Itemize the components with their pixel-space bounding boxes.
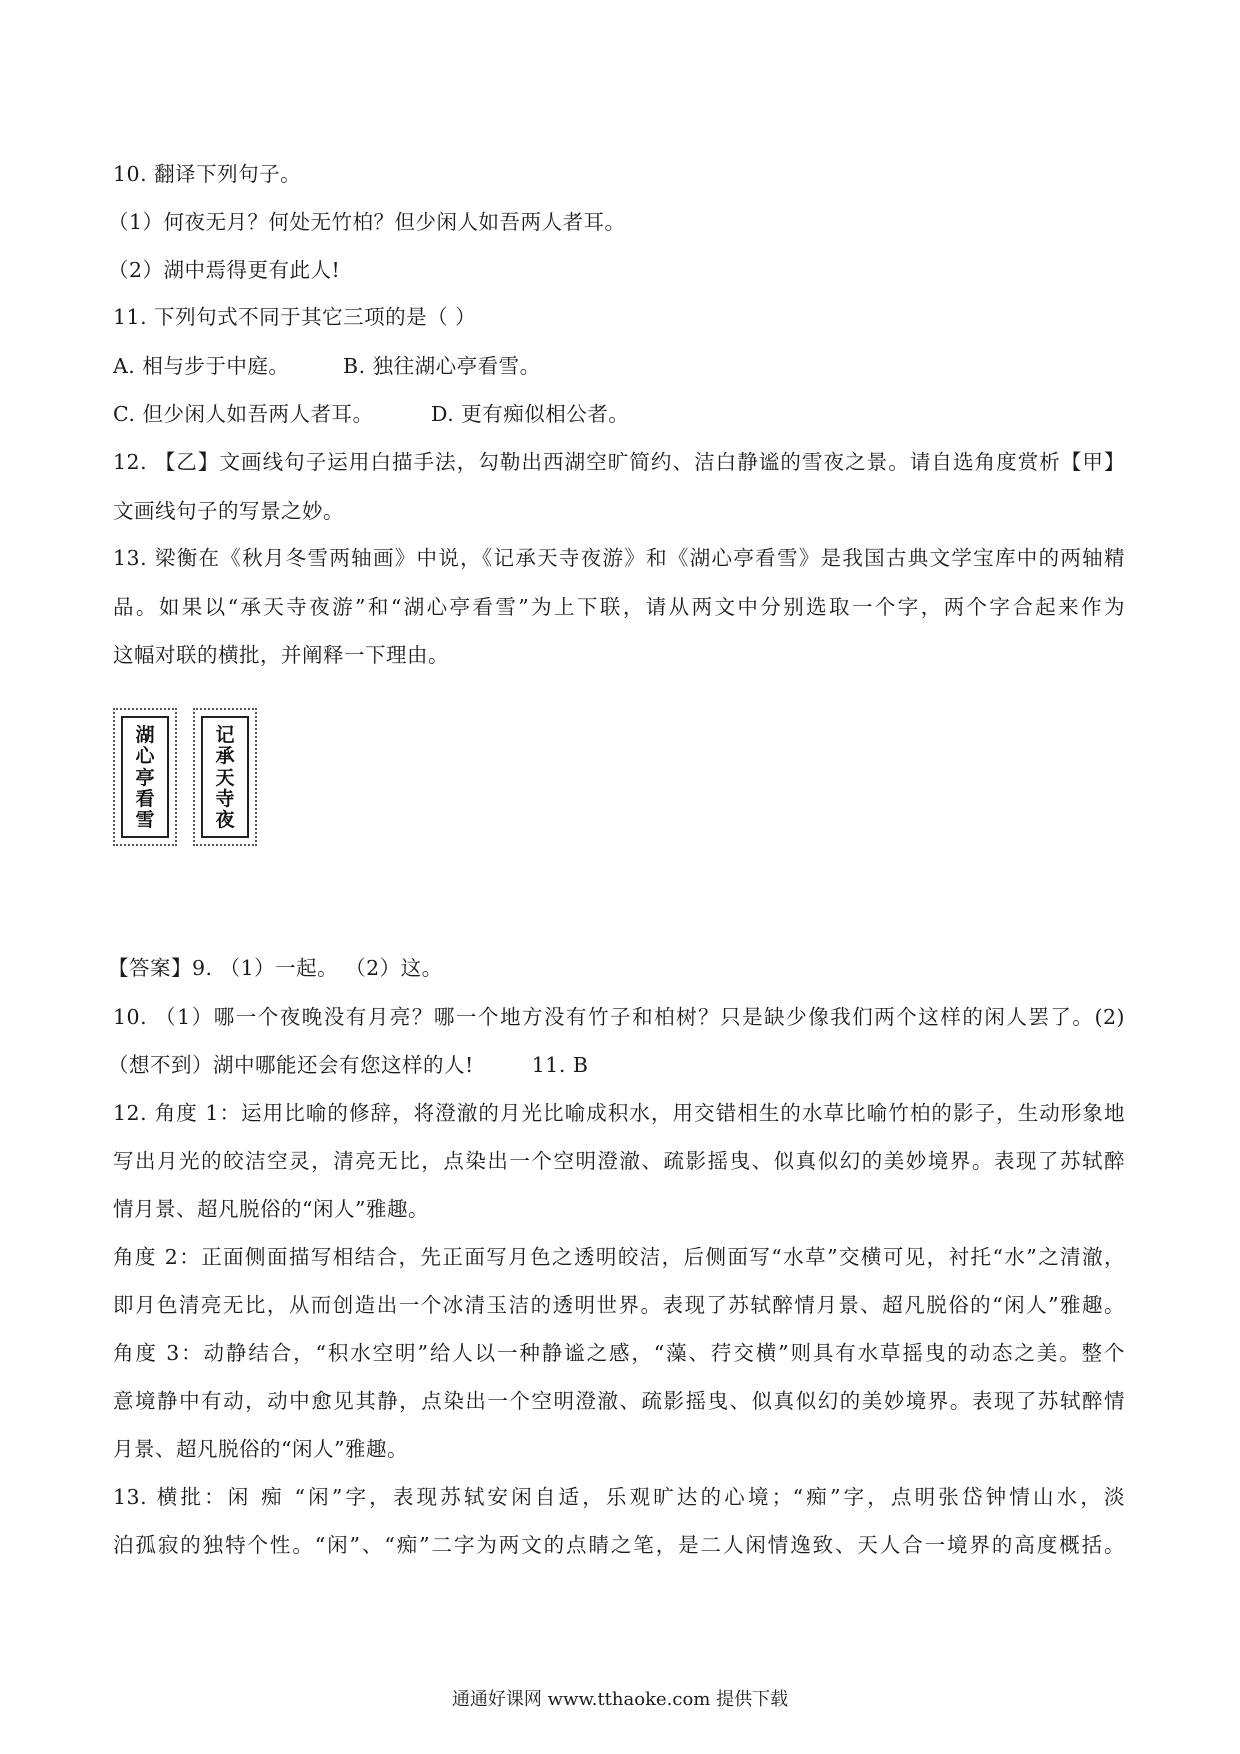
scroll-char: 寺 [215,787,235,810]
answer-12-angle-3-line-2: 意境静中有动，动中愈见其静，点染出一个空明澄澈、疏影摇曳、似真似幻的美妙境界。表现了苏轼醉情 [113,1389,1125,1413]
q11-options-row-2 [113,404,629,425]
scroll-char: 心 [135,745,155,768]
answer-12-angle-2-line-1: 角度 2：正面侧面描写相结合，先正面写月色之透明皎洁，后侧面写“水草”交横可见，衬托“水”之清澈， [113,1245,1125,1269]
scroll-inner-border [121,716,169,838]
q11-option-a: A. 相与步于中庭。 [113,354,290,378]
scroll-image-cheng-tian-si [193,708,257,846]
q12-line-2: 文画线句子的写景之妙。 [113,499,344,523]
scroll-char: 承 [215,745,235,768]
answer-10-line-1: 10. （1）哪一个夜晚没有月亮？哪一个地方没有竹子和柏树？只是缺少像我们两个这样的闲人罢了。(2) [113,1005,1125,1029]
scroll-char: 看 [135,787,155,810]
q10-sentence-1: （1）何夜无月？何处无竹柏？但少闲人如吾两人者耳。 [108,210,626,234]
page-footer: 通通好课网 www.tthaoke.com 提供下载 [451,1689,789,1710]
scroll-char: 湖 [135,724,155,746]
scroll-image-hu-xin-ting [113,708,177,846]
answer-10-line-2 [108,1055,588,1076]
q13-line-2: 品。如果以“承天寺夜游”和“湖心亭看雪”为上下联，请从两文中分别选取一个字，两个字合起来作为 [113,595,1125,619]
scroll-char: 记 [215,724,235,746]
q10-title: 10. 翻译下列句子。 [113,162,302,186]
scroll-char: 雪 [135,809,155,831]
q11-option-b: B. 独往湖心亭看雪。 [343,354,541,378]
answer-12-angle-3-line-3: 月景、超凡脱俗的“闲人”雅趣。 [113,1437,408,1461]
scroll-char: 天 [215,766,235,789]
q10-sentence-2: （2）湖中焉得更有此人! [108,258,341,282]
answer-13-line-1: 13. 横批：闲 痴 “闲”字，表现苏轼安闲自适，乐观旷达的心境；“痴”字，点明张岱钟情山水，淡 [113,1485,1125,1509]
scroll-inner-border [201,716,249,838]
q12-line-1: 12. 【乙】文画线句子运用白描手法，勾勒出西湖空旷简约、洁白静谧的雪夜之景。请自选角度赏析【甲】 [113,450,1125,474]
q11-title: 11. 下列句式不同于其它三项的是（ ） [113,305,477,329]
q11-option-d: D. 更有痴似相公者。 [431,402,630,426]
answer-12-angle-1-line-3: 情月景、超凡脱俗的“闲人”雅趣。 [113,1197,429,1221]
answer-12-angle-2-line-2: 即月色清亮无比，从而创造出一个冰清玉洁的透明世界。表现了苏轼醉情月景、超凡脱俗的“闲人”雅趣。 [113,1293,1125,1317]
answer-9: 【答案】9. （1）一起。 （2）这。 [108,956,443,980]
answer-13-line-2: 泊孤寂的独特个性。“闲”、“痴”二字为两文的点睛之笔，是二人闲情逸致、天人合一境界的高度概括。 [113,1533,1125,1557]
q11-option-c: C. 但少闲人如吾两人者耳。 [113,402,374,426]
scroll-char: 亭 [135,766,155,789]
answer-11: 11. B [531,1053,589,1077]
answer-12-angle-3-line-1: 角度 3：动静结合，“积水空明”给人以一种静谧之感，“藻、荇交横”则具有水草摇曳的动态之美。整个 [113,1341,1125,1365]
q11-options-row-1 [113,356,541,377]
q13-line-1: 13. 梁衡在《秋月冬雪两轴画》中说，《记承天寺夜游》和《湖心亭看雪》是我国古典文学宝库中的两轴精 [113,546,1125,570]
answer-12-angle-1-line-2: 写出月光的皎洁空灵，清亮无比，点染出一个空明澄澈、疏影摇曳、似真似幻的美妙境界。表现了苏轼醉 [113,1149,1125,1173]
answer-10-text: （想不到）湖中哪能还会有您这样的人! [108,1053,474,1077]
scroll-char: 夜 [215,809,235,831]
q13-line-3: 这幅对联的横批，并阐释一下理由。 [113,643,449,667]
answer-12-angle-1-line-1: 12. 角度 1：运用比喻的修辞，将澄澈的月光比喻成积水，用交错相生的水草比喻竹柏的影子，生动形象地 [113,1101,1125,1125]
scroll-characters [123,726,167,830]
scroll-characters [203,726,247,830]
